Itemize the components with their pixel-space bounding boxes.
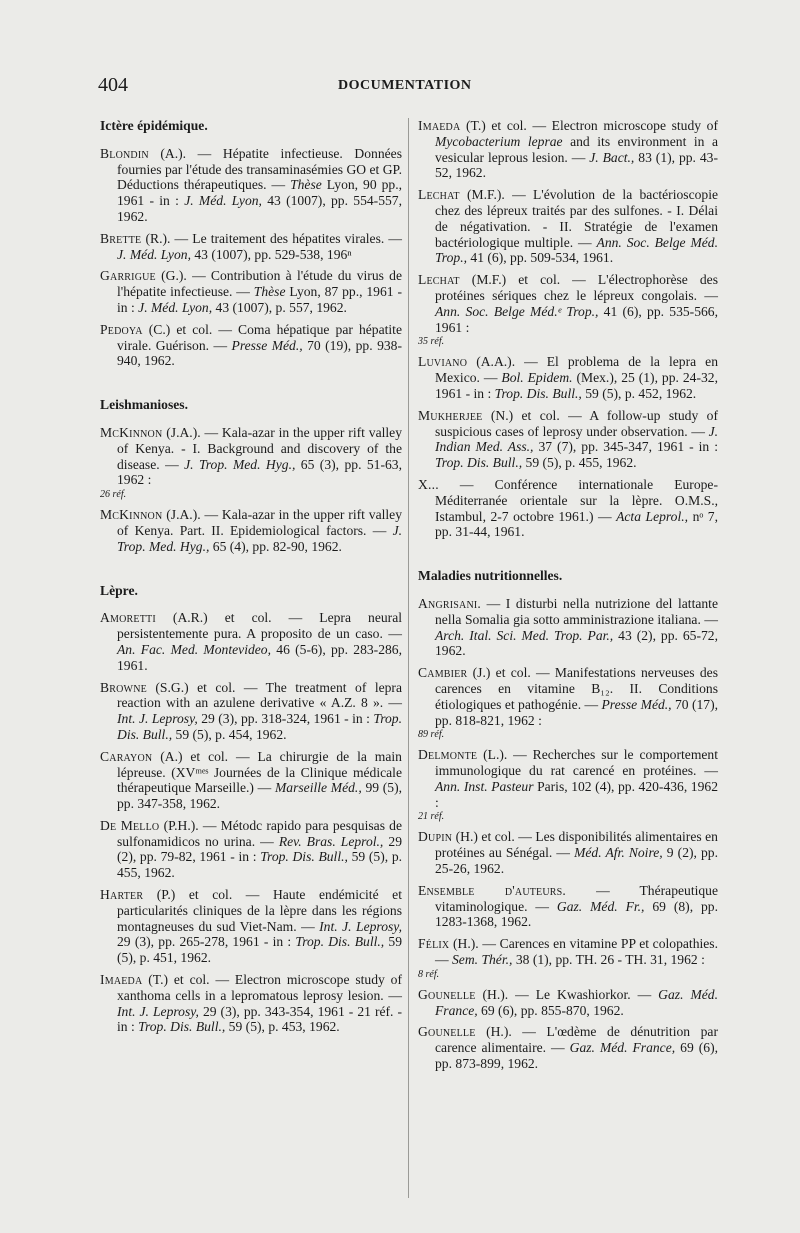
journal-title: Trop. Dis. Bull., <box>260 849 348 865</box>
entry-author: Delmonte <box>418 747 478 763</box>
entry-author: Ensemble d'auteurs. <box>418 882 567 898</box>
entry-text: 83 (1), pp. 43-52, 1962. <box>435 149 719 181</box>
section-heading: Ictère épidémique. <box>100 118 208 133</box>
bibliography-entry <box>100 972 402 1035</box>
entry-author: McKinnon <box>100 507 163 523</box>
bibliography-entry <box>418 118 718 181</box>
journal-title: An. Fac. Med. Montevideo, <box>117 641 271 657</box>
reference-count: 89 réf. <box>418 729 445 741</box>
entry-text: 41 (6), pp. 535-566, 1961 : <box>435 303 719 335</box>
entry-text: Paris, 102 (4), pp. 420-436, 1962 : <box>435 778 718 810</box>
bibliography-entry <box>418 187 718 266</box>
bibliography-entry <box>418 408 718 471</box>
entry-text: (M.F.). — L'évolution de la bactérioscopie chez des lépreux traités par des sulfones. - I. Délai de négativation. - II. Stratégie de l'examen bactériologique multiple. — <box>435 187 719 250</box>
journal-title: Int. J. Leprosy, <box>117 1003 199 1019</box>
entry-text: (L.). — Recherches sur le comportement immunologique du rat carencé en protéines. — <box>435 747 718 779</box>
bibliography-entry <box>100 818 402 881</box>
entry-text: (Mex.), 25 (1), pp. 24-32, 1961 - in : <box>435 370 718 401</box>
journal-title: Thèse <box>290 177 322 193</box>
bibliography-entry <box>418 354 718 401</box>
journal-title: Méd. Afr. Noire, <box>574 845 663 861</box>
entry-text: 43 (1007), p. 557, 1962. <box>212 299 347 315</box>
entry-author: Cambier <box>418 665 468 681</box>
entry-text: 29 (3), pp. 318-324, 1961 - in : <box>197 711 374 727</box>
entry-text: 38 (1), pp. TH. 26 - TH. 31, 1962 : <box>512 952 705 968</box>
entry-text: (M.F.) et col. — L'électrophorèse des protéines sériques chez le lépreux congolais. — <box>435 272 719 303</box>
entry-text: (R.). — Le traitement des hépatites virales. — <box>145 230 402 246</box>
entry-text: 59 (5), p. 455, 1962. <box>522 455 637 471</box>
section-spacer <box>100 561 402 583</box>
column-divider <box>408 118 409 1198</box>
entry-text: 59 (5), p. 453, 1962. <box>225 1019 340 1035</box>
entry-author: Luviano <box>418 354 468 370</box>
entry-author: Angrisani. <box>418 595 481 611</box>
bibliography-entry <box>100 749 402 812</box>
entry-text: (J.) et col. — Manifestations nerveuses des carences en vitamine B₁₂. II. Conditions étiologiques et pathogénie. — <box>435 665 718 712</box>
entry-text: 69 (8), pp. 1283-1368, 1962. <box>435 898 718 930</box>
entry-author: Lechat <box>418 272 460 288</box>
journal-title: Acta Leprol., <box>616 508 689 524</box>
entry-text: (P.H.). — Métodc rapido para pesquisas de sulfonamidicos no urina. — <box>117 817 403 849</box>
journal-title: J. Trop. Med. Hyg., <box>117 522 402 554</box>
entry-text: (C.) et col. — Coma hépatique par hépatite virale. Guérison. — <box>117 321 402 353</box>
bibliography-entry <box>418 477 718 540</box>
bibliography-entry <box>418 747 718 823</box>
bibliography-entry <box>418 665 718 741</box>
journal-title: Arch. Ital. Sci. Med. Trop. Par., <box>435 627 614 643</box>
bibliography-entry <box>418 987 718 1019</box>
journal-title: Bol. Epidem. <box>501 370 573 386</box>
entry-text: 29 (3), pp. 265-278, 1961 - in : <box>117 934 296 950</box>
entry-text: (H.). — L'œdème de dénutrition par carence alimentaire. — <box>435 1024 718 1056</box>
journal-title: Ann. Inst. Pasteur <box>435 778 534 794</box>
entry-text: and its environment in a vesicular leprous lesion. — <box>435 133 719 165</box>
journal-title: Ann. Soc. Belge Méd.ᵉ Trop., <box>435 303 599 319</box>
entry-text: 99 (5), pp. 347-358, 1962. <box>117 780 402 812</box>
entry-author: Carayon <box>100 748 153 764</box>
journal-title: J. Bact., <box>589 149 635 165</box>
entry-text: 59 (5), p. 455, 1962. <box>117 849 403 881</box>
entry-text: (H.). — Carences en vitamine PP et colopathies. — <box>435 936 718 968</box>
bibliography-entry <box>418 829 718 876</box>
entry-text: 43 (1007), pp. 554-557, 1962. <box>117 193 402 224</box>
journal-title: Gaz. Méd. Fr., <box>556 898 645 914</box>
reference-count: 26 réf. <box>100 489 127 501</box>
left-column <box>100 118 402 1041</box>
entry-author: Imaeda <box>100 972 143 988</box>
entry-author: Amoretti <box>100 610 156 626</box>
entry-text: 29 (3), pp. 343-354, 1961 - 21 réf. - in : <box>117 1003 402 1035</box>
journal-title: Int. J. Leprosy, <box>117 711 198 727</box>
journal-title: J. Méd. Lyon, <box>184 193 262 209</box>
entry-text: 69 (6), pp. 855-870, 1962. <box>477 1002 624 1018</box>
entry-author: X... <box>418 476 439 492</box>
entry-text: — Conférence internationale Europe-Méditerranée orientale sur la lèpre. O.M.S., Istambul, 2-7 octobre 1961.) — <box>435 476 718 524</box>
entry-text: 69 (6), pp. 873-899, 1962. <box>435 1040 719 1072</box>
entry-text: (J.A.). — Kala-azar in the upper rift valley of Kenya. Part. II. Epidemiological factors. — <box>117 507 402 538</box>
journal-title: Trop. Dis. Bull., <box>117 711 402 742</box>
journal-title: Rev. Bras. Leprol., <box>278 833 384 849</box>
entry-author: Imaeda <box>418 118 461 133</box>
entry-text: 59 (5), p. 454, 1962. <box>172 726 287 742</box>
right-column <box>418 118 718 1078</box>
journal-title: Ann. Soc. Belge Méd. Trop., <box>435 234 718 266</box>
entry-text: (H.). — Le Kwashiorkor. — <box>482 986 659 1002</box>
bibliography-entry <box>100 680 402 743</box>
section-spacer <box>418 546 718 568</box>
entry-text: (A.A.). — El problema de la lepra en Mexico. — <box>435 354 718 386</box>
entry-text: (N.) et col. — A follow-up study of suspicious cases of leprosy under observation. — <box>435 407 718 439</box>
entry-author: Harter <box>100 887 144 903</box>
entry-author: Félix <box>418 936 450 952</box>
entry-text: 9 (2), pp. 25-26, 1962. <box>435 845 719 877</box>
journal-title: J. Indian Med. Ass., <box>435 423 718 455</box>
entry-text: 59 (5), p. 452, 1962. <box>581 385 697 401</box>
entry-author: Blondin <box>100 145 149 161</box>
bibliography-entry <box>418 936 718 981</box>
entry-text: (T.) et col. — Electron microscope study of xanthoma cells in a lepromatous leprosy lesion. — <box>117 972 402 1003</box>
entry-text: 41 (6), pp. 509-534, 1961. <box>467 250 614 266</box>
entry-text: (S.G.) et col. — The treatment of lepra reaction with an azulene derivative « A.Z. 8 ». — <box>117 679 402 711</box>
entry-author: Garrigue <box>100 268 156 284</box>
journal-title: J. Méd. Lyon, <box>117 246 191 262</box>
bibliography-entry <box>100 887 402 966</box>
entry-author: Gounelle <box>418 1024 476 1040</box>
bibliography-entry <box>100 322 402 369</box>
entry-author: Browne <box>100 679 147 695</box>
bibliography-entry <box>100 425 402 501</box>
entry-text: (T.) et col. — Electron microscope study of <box>466 118 718 133</box>
journal-title: Mycobacterium leprae <box>435 133 563 149</box>
entry-author: Lechat <box>418 187 460 203</box>
entry-author: Brette <box>100 230 142 246</box>
entry-text: 70 (19), pp. 938-940, 1962. <box>117 337 402 369</box>
reference-count: 35 réf. <box>418 336 445 348</box>
journal-title: J. Trop. Med. Hyg., <box>184 456 296 472</box>
entry-text: 43 (1007), pp. 529-538, 196ⁿ <box>190 246 352 262</box>
entry-text: 43 (2), pp. 65-72, 1962. <box>435 627 718 659</box>
journal-title: Trop. Dis. Bull., <box>138 1019 226 1035</box>
entry-text: 65 (4), pp. 82-90, 1962. <box>209 538 342 554</box>
entry-text: 70 (17), pp. 818-821, 1962 : <box>435 696 719 728</box>
bibliography-entry <box>100 610 402 673</box>
entry-text: 46 (5-6), pp. 283-286, 1961. <box>117 641 402 673</box>
journal-title: Gaz. Méd. France, <box>569 1040 676 1056</box>
journal-title: Int. J. Leprosy, <box>319 918 402 934</box>
bibliography-entry <box>418 272 718 348</box>
journal-title: Presse Méd., <box>231 337 303 353</box>
entry-text: (P.) et col. — Haute endémicité et particularités cliniques de la lèpre dans les régions montagneuses du sud Viet-Nam. — <box>117 887 402 934</box>
entry-text: (A.) et col. — La chirurgie de la main lépreuse. (XVᵐᵉˢ Journées de la Clinique médicale thérapeutique Marseille.) — <box>117 748 402 796</box>
entry-text: (J.A.). — Kala-azar in the upper rift valley of Kenya. - I. Background and discovery of the disease. — <box>117 424 402 472</box>
entry-author: Gounelle <box>418 986 476 1002</box>
entry-text: (H.) et col. — Les disponibilités alimentaires en protéines au Sénégal. — <box>435 829 718 861</box>
section-spacer <box>100 375 402 397</box>
reference-count: 8 réf. <box>418 968 440 980</box>
entry-text: Lyon, 87 pp., 1961 - in : <box>117 284 402 315</box>
page-number: 404 <box>98 74 128 96</box>
entry-author: Mukherjee <box>418 407 483 423</box>
bibliography-entry <box>100 268 402 315</box>
entry-text: 37 (7), pp. 345-347, 1961 - in : <box>533 439 718 455</box>
bibliography-entry <box>418 1024 718 1071</box>
journal-title: Gaz. Méd. France, <box>435 986 718 1018</box>
bibliography-entry <box>418 596 718 659</box>
journal-title: Trop. Dis. Bull., <box>494 385 582 401</box>
journal-title: Trop. Dis. Bull., <box>435 455 523 471</box>
section-heading: Lèpre. <box>100 582 138 598</box>
entry-author: McKinnon <box>100 424 163 440</box>
entry-text: 65 (3), pp. 51-63, 1962 : <box>117 456 402 488</box>
entry-text: (A.). — Hépatite infectieuse. Données fournies par l'étude des transaminasémies GO et GP. Déductions thérapeutiques. — <box>117 145 402 193</box>
section-heading: Maladies nutritionnelles. <box>418 568 563 584</box>
entry-text: (A.R.) et col. — Lepra neural persistentemente pura. A proposito de un caso. — <box>117 610 402 642</box>
bibliography-entry <box>100 231 402 263</box>
journal-title: Thèse <box>253 284 286 300</box>
journal-title: Presse Méd., <box>601 696 672 712</box>
bibliography-entry <box>100 146 402 225</box>
entry-text: — I disturbi nella nutrizione del lattante nella Somalia gia sotto amministrazione italiana. — <box>435 595 718 627</box>
reference-count: 21 réf. <box>418 811 445 823</box>
entry-text: (G.). — Contribution à l'étude du virus de l'hépatite infectieuse. — <box>117 268 402 300</box>
entry-author: De Mello <box>100 817 160 833</box>
page-header <box>98 74 788 104</box>
running-title: DOCUMENTATION <box>338 78 472 93</box>
section-heading: Leishmanioses. <box>100 397 188 413</box>
entry-author: Dupin <box>418 829 453 845</box>
bibliography-entry <box>418 883 718 930</box>
entry-text: — Thérapeutique vitaminologique. — <box>435 882 719 914</box>
journal-title: Sem. Thér., <box>452 952 513 968</box>
bibliography-entry <box>100 507 402 554</box>
journal-title: J. Méd. Lyon, <box>138 299 213 315</box>
entry-text: nᵒ 7, pp. 31-44, 1961. <box>435 508 718 540</box>
journal-title: Marseille Méd., <box>274 780 362 796</box>
entry-text: Lyon, 90 pp., 1961 - in : <box>117 177 402 209</box>
entry-text: 29 (2), pp. 79-82, 1961 - in : <box>117 833 402 865</box>
entry-text: 59 (5), p. 451, 1962. <box>117 934 403 966</box>
journal-title: Trop. Dis. Bull., <box>295 934 385 950</box>
entry-author: Pedoya <box>100 321 143 337</box>
